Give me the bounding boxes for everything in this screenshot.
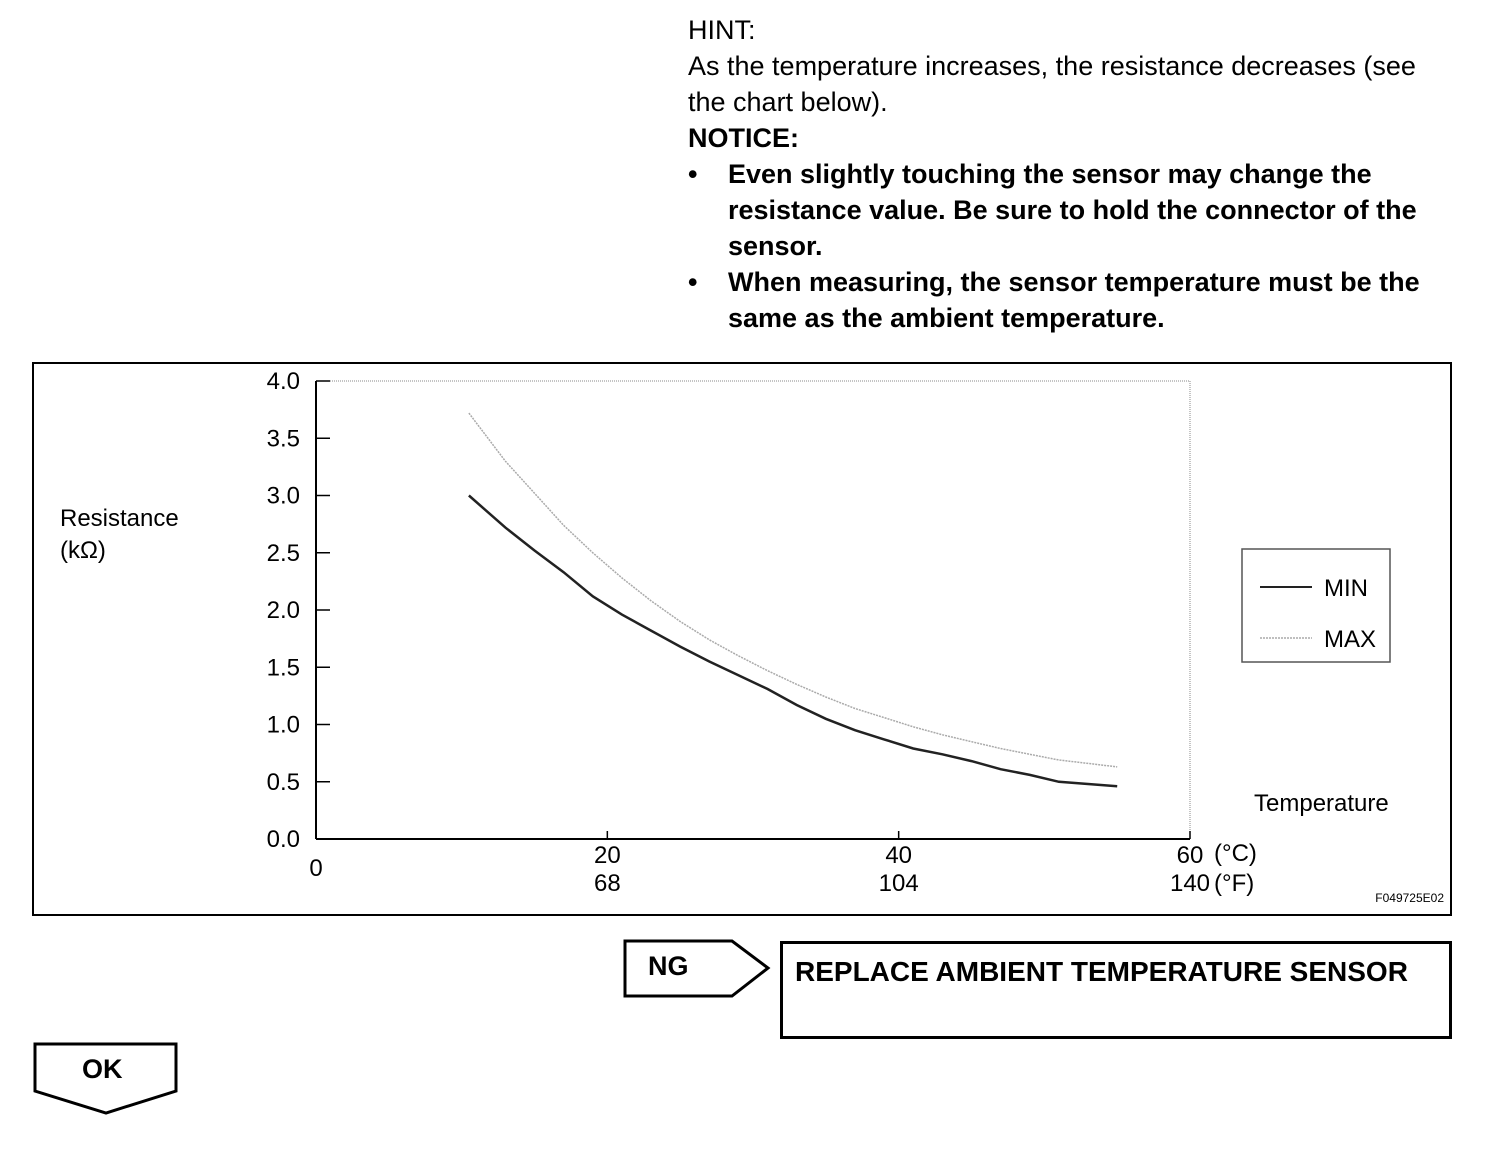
legend-max-label: MAX [1324, 626, 1377, 653]
x-unit-fahrenheit: (°F) [1214, 870, 1255, 897]
series-line-max [469, 413, 1117, 767]
legend-min-label: MIN [1324, 575, 1368, 602]
x-tick-label-celsius: 40 [885, 842, 913, 869]
notice-item-text: When measuring, the sensor temperature must be the same as the ambient temperature. [728, 267, 1420, 333]
y-tick-label: 2.0 [266, 597, 300, 624]
y-tick-label: 1.5 [266, 654, 300, 682]
chart-frame [32, 362, 1452, 916]
notice-list [688, 156, 1468, 336]
notice-title: NOTICE: [688, 123, 799, 153]
x-axis-label: Temperature [1254, 790, 1389, 817]
x-unit-celsius: (°C) [1214, 840, 1257, 867]
x-tick-label-celsius: 20 [593, 842, 621, 869]
y-tick-label: 2.5 [266, 539, 300, 567]
y-tick-label: 4.0 [266, 368, 300, 395]
y-axis-label-line2: (kΩ) [60, 537, 106, 564]
y-tick-label: 0.5 [266, 768, 300, 796]
instruction-text [688, 12, 1468, 336]
notice-item [688, 156, 1448, 264]
y-tick-label: 0.0 [266, 826, 300, 853]
y-tick-label: 1.0 [266, 711, 300, 739]
x-tick-label-fahrenheit: 68 [593, 870, 621, 897]
figure-id: F049725E02 [1375, 891, 1444, 905]
notice-item-text: Even slightly touching the sensor may change the resistance value. Be sure to hold the connector of the sensor. [728, 159, 1417, 261]
y-tick-label: 3.5 [266, 425, 300, 453]
replace-action-text: REPLACE AMBIENT TEMPERATURE SENSOR [795, 956, 1408, 987]
notice-item [688, 264, 1448, 336]
y-tick-label: 3.0 [266, 482, 300, 510]
ok-label: OK [82, 1054, 123, 1084]
y-axis-label-line1: Resistance [60, 505, 179, 532]
ng-arrow-icon [622, 938, 774, 1000]
x-tick-label-celsius: 60 [1176, 842, 1204, 869]
bullet-icon: • [688, 159, 698, 189]
replace-action-box [780, 941, 1452, 1039]
resistance-chart [34, 364, 1450, 914]
x-tick-label-celsius: 0 [309, 855, 323, 882]
series-line-min [469, 496, 1117, 787]
hint-body: As the temperature increases, the resistance decreases (see the chart below). [688, 51, 1416, 117]
bullet-icon: • [688, 267, 698, 297]
hint-title: HINT: [688, 15, 756, 45]
x-tick-label-fahrenheit: 104 [878, 870, 919, 897]
x-tick-label-fahrenheit: 140 [1169, 870, 1211, 897]
ng-label: NG [648, 951, 689, 981]
plot-area [316, 381, 1190, 839]
